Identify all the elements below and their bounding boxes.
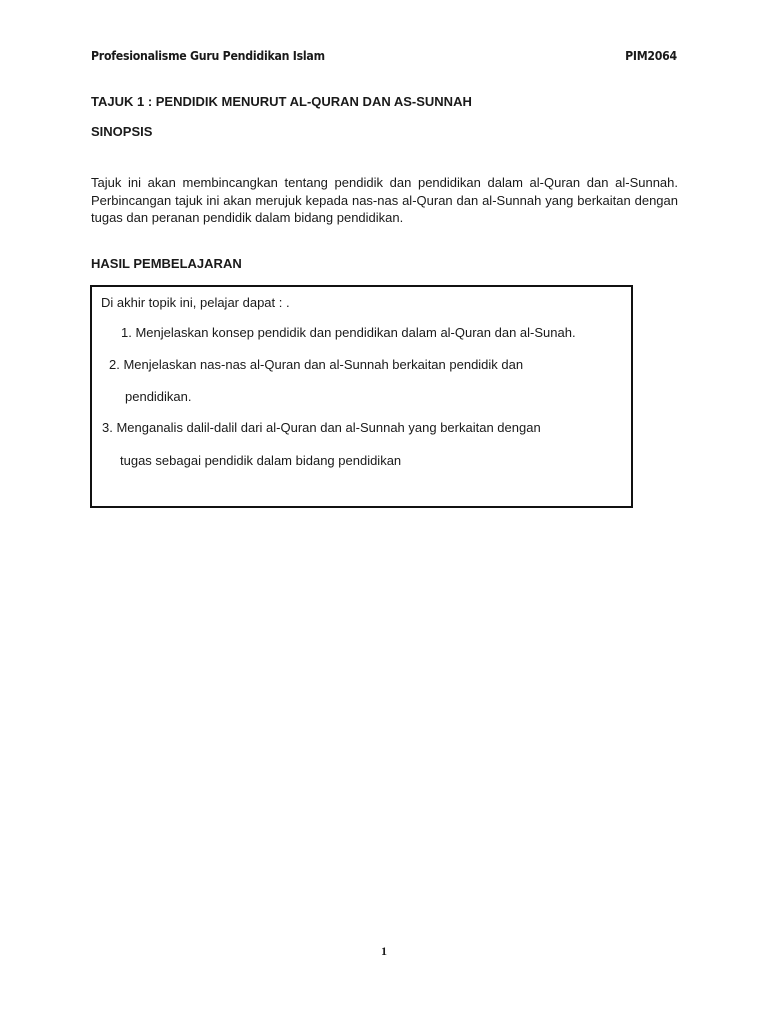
outcome-item-3-line-1: 3. Menganalis dalil-dalil dari al-Quran dan al-Sunnah yang berkaitan dengan — [102, 420, 541, 435]
page-number: 1 — [381, 944, 387, 958]
outcome-item-3-line-2: tugas sebagai pendidik dalam bidang pendidikan — [120, 453, 402, 468]
topic-title: TAJUK 1 : PENDIDIK MENURUT AL-QURAN DAN AS-SUNNAH — [91, 94, 472, 109]
learning-outcomes-box — [90, 285, 633, 508]
learning-outcomes-heading: HASIL PEMBELAJARAN — [91, 256, 242, 271]
course-name: Profesionalisme Guru Pendidikan Islam — [91, 48, 325, 63]
outcome-item-1: 1. Menjelaskan konsep pendidik dan pendidikan dalam al-Quran dan al-Sunah. — [121, 325, 576, 340]
outcome-item-2-line-1: 2. Menjelaskan nas-nas al-Quran dan al-Sunnah berkaitan pendidik dan — [109, 357, 524, 372]
synopsis-heading: SINOPSIS — [91, 124, 153, 139]
outcomes-intro: Di akhir topik ini, pelajar dapat : . — [101, 295, 290, 310]
outcome-item-2-line-2: pendidikan. — [125, 389, 192, 404]
synopsis-paragraph: Tajuk ini akan membincangkan tentang pendidik dan pendidikan dalam al-Quran dan al-Sunnah. Perbincangan tajuk ini akan merujuk kepada nas-nas al-Quran dan al-Sunnah yang berkaitan dengan tugas dan peranan pendidik dalam bidang pendidikan. — [91, 175, 678, 225]
course-code: PIM2064 — [625, 48, 677, 63]
